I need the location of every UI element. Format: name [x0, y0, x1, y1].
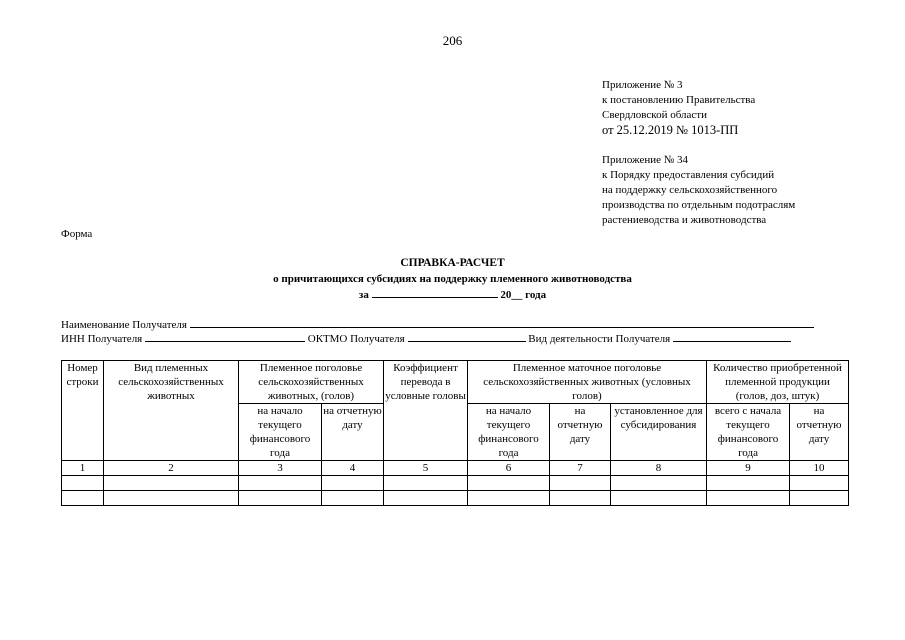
oktmo-label: ОКТМО Получателя: [307, 333, 405, 345]
table-cell[interactable]: [322, 476, 384, 491]
table-cell[interactable]: [790, 476, 849, 491]
table-cell[interactable]: [62, 476, 104, 491]
table-cell[interactable]: [707, 491, 790, 506]
column-number: 1: [62, 461, 104, 476]
table-cell[interactable]: [468, 491, 550, 506]
inn-label: ИНН Получателя: [61, 333, 143, 345]
table-cell[interactable]: [239, 476, 322, 491]
appendix-to-procedure: [602, 153, 795, 228]
col-female-start-year: на начало текущего финансового года: [468, 404, 550, 461]
table-row: [62, 491, 849, 506]
col-breeding-stock-header: Племенное поголовье сельскохозяйственных животных, (голов): [239, 361, 384, 404]
col-female-subsidy-set: установленное для субсидирования: [611, 404, 707, 461]
column-number: 6: [468, 461, 550, 476]
table-cell[interactable]: [790, 491, 849, 506]
col-animal-type-header: Вид племенных сельскохозяйственных животных: [104, 361, 239, 461]
table-cell[interactable]: [239, 491, 322, 506]
table-cell[interactable]: [707, 476, 790, 491]
recipient-name-field[interactable]: [190, 317, 814, 328]
col-purchased-total: всего с начала текущего финансового года: [707, 404, 790, 461]
appendix-to-resolution: [602, 78, 755, 138]
appendix2-line2: к Порядку предоставления субсидий: [602, 169, 775, 181]
table-cell[interactable]: [384, 491, 468, 506]
table-cell[interactable]: [104, 476, 239, 491]
table-cell[interactable]: [62, 491, 104, 506]
table-cell[interactable]: [322, 491, 384, 506]
inn-field[interactable]: [145, 331, 305, 342]
activity-field[interactable]: [673, 331, 791, 342]
document-subtitle: о причитающихся субсидиях на поддержку племенного животноводства: [273, 273, 632, 285]
column-number: 5: [384, 461, 468, 476]
column-number: 7: [550, 461, 611, 476]
col-stock-report-date: на отчетную дату: [322, 404, 384, 461]
appendix2-line4: производства по отдельным подотраслям: [602, 199, 796, 211]
appendix2-line3: на поддержку сельскохозяйственного: [602, 184, 778, 196]
col-row-number-header: Номер строки: [62, 361, 104, 461]
col-purchased-report-date: на отчетную дату: [790, 404, 849, 461]
page-number: 206: [442, 33, 463, 48]
column-number: 10: [790, 461, 849, 476]
table-cell[interactable]: [384, 476, 468, 491]
form-label: Форма: [61, 228, 93, 240]
appendix2-line5: растениеводства и животноводства: [602, 214, 767, 226]
recipient-codes-row: [61, 331, 791, 347]
col-stock-start-year: на начало текущего финансового года: [239, 404, 322, 461]
appendix1-line4: от 25.12.2019 № 1013-ПП: [602, 123, 739, 137]
appendix1-line3: Свердловской области: [602, 109, 707, 121]
oktmo-field[interactable]: [408, 331, 526, 342]
recipient-name-label: Наименование Получателя: [61, 319, 187, 331]
period-suffix: 20__ года: [500, 289, 547, 301]
period-prefix: за: [358, 289, 369, 301]
table-row: [62, 476, 849, 491]
activity-label: Вид деятельности Получателя: [528, 333, 671, 345]
col-breeding-female-stock-header: Племенное маточное поголовье сельскохозяйственных животных (условных голов): [468, 361, 707, 404]
table-cell[interactable]: [468, 476, 550, 491]
col-conversion-coefficient-header: Коэффициент перевода в условные головы: [384, 361, 468, 461]
table-cell[interactable]: [611, 491, 707, 506]
column-number: 9: [707, 461, 790, 476]
table-cell[interactable]: [550, 476, 611, 491]
period-year-field[interactable]: [372, 287, 498, 298]
document-title: СПРАВКА-РАСЧЕТ: [400, 257, 505, 269]
col-female-report-date: на отчетную дату: [550, 404, 611, 461]
subsidy-calculation-table: [61, 360, 849, 506]
table-cell[interactable]: [550, 491, 611, 506]
column-number: 2: [104, 461, 239, 476]
column-number: 8: [611, 461, 707, 476]
table-cell[interactable]: [104, 491, 239, 506]
col-purchased-products-header: Количество приобретенной племенной продукции (голов, доз, штук): [707, 361, 849, 404]
appendix2-line1: Приложение № 34: [602, 154, 689, 166]
column-number: 4: [322, 461, 384, 476]
column-number: 3: [239, 461, 322, 476]
period-line: [0, 287, 905, 302]
column-number-row: [62, 461, 849, 476]
appendix1-line2: к постановлению Правительства: [602, 94, 756, 106]
table-cell[interactable]: [611, 476, 707, 491]
appendix1-line1: Приложение № 3: [602, 79, 683, 91]
